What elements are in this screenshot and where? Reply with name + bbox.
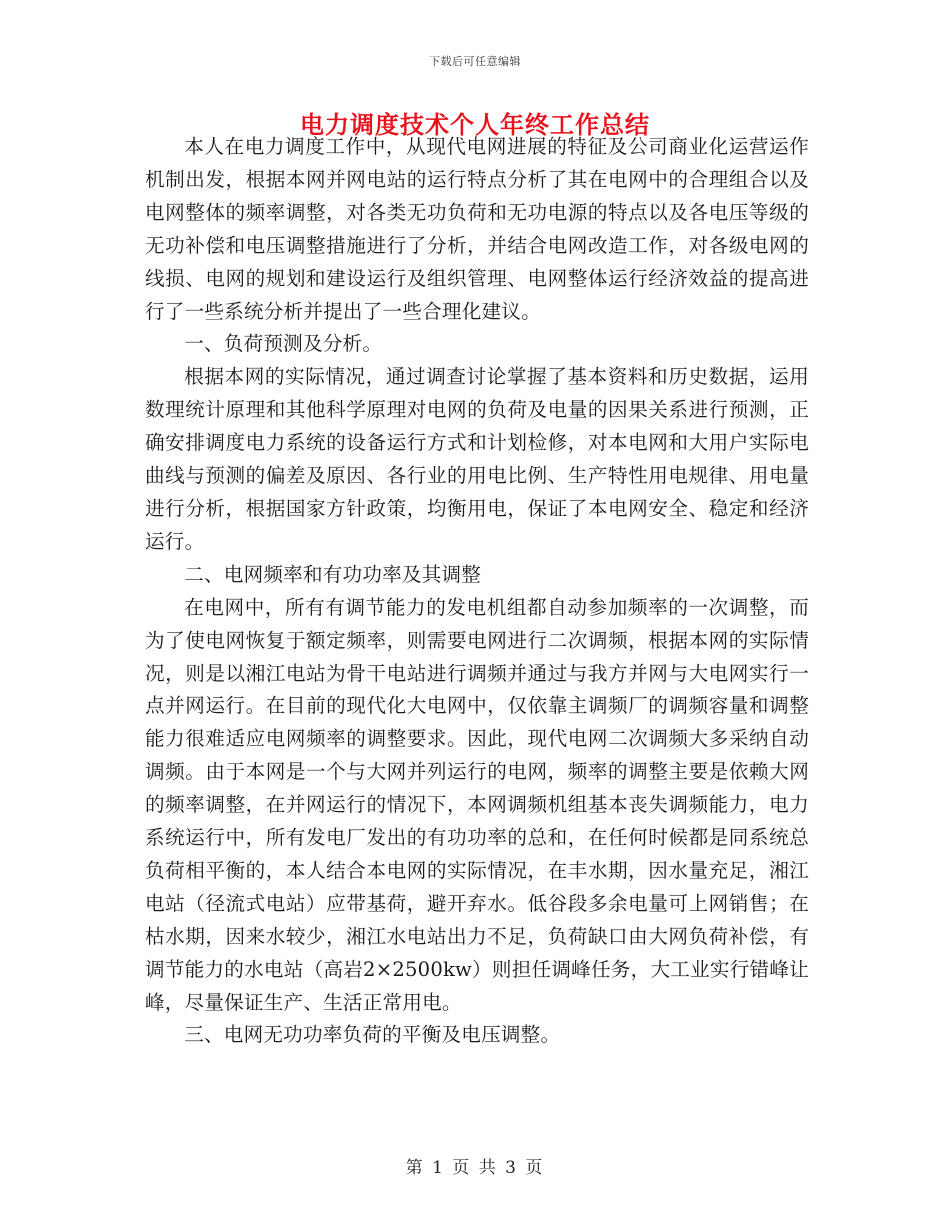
document-title: 电力调度技术个人年终工作总结 (300, 110, 650, 139)
section-heading-1: 一、负荷预测及分析。 (184, 332, 383, 356)
header-note: 下载后可任意编辑 (429, 55, 521, 68)
paragraph-load-forecast: 根据本网的实际情况，通过调查讨论掌握了基本资料和历史数据，运用数理统计原理和其他科学原理对电网的负荷及电量的因果关系进行预测，正确安排调度电力系统的设备运行方式和计划检修，对本电网和大用户实际电曲线与预测的偏差及原因、各行业的用电比例、生产特性用电规律、用电量进行分析，根据国家方针政策，均衡用电，保证了本电网安全、稳定和经济运行。 (145, 365, 809, 553)
section-heading-3: 三、电网无功功率负荷的平衡及电压调整。 (184, 1023, 561, 1047)
section-heading-2: 二、电网频率和有功功率及其调整 (184, 562, 482, 586)
paragraph-frequency: 在电网中，所有有调节能力的发电机组都自动参加频率的一次调整，而为了使电网恢复于额定频率，则需要电网进行二次调频，根据本网的实际情况，则是以湘江电站为骨干电站进行调频并通过与我方并网与大电网实行一点并网运行。在目前的现代化大电网中，仅依靠主调频厂的调频容量和调整能力很难适应电网频率的调整要求。因此，现代电网二次调频大多采纳自动调频。由于本网是一个与大网并列运行的电网，频率的调整主要是依赖大网的频率调整，在并网运行的情况下，本网调频机组基本丧失调频能力，电力系统运行中，所有发电厂发出的有功功率的总和，在任何时候都是同系统总负荷相平衡的，本人结合本电网的实际情况，在丰水期，因水量充足，湘江电站（径流式电站）应带基荷，避开弃水。低谷段多余电量可上网销售；在枯水期，因来水较少，湘江水电站出力不足，负荷缺口由大网负荷补偿，有调节能力的水电站（高岩2×2500kw）则担任调峰任务，大工业实行错峰让峰，尽量保证生产、生活正常用电。 (145, 595, 809, 1014)
paragraph-intro: 本人在电力调度工作中，从现代电网进展的特征及公司商业化运营运作机制出发，根据本网并网电站的运行特点分析了其在电网中的合理组合以及电网整体的频率调整，对各类无功负荷和无功电源的特点以及各电压等级的无功补偿和电压调整措施进行了分析，并结合电网改造工作，对各级电网的线损、电网的规划和建设运行及组织管理、电网整体运行经济效益的提高进行了一些系统分析并提出了一些合理化建议。 (145, 135, 809, 323)
document-body (145, 131, 809, 1052)
page-number: 第 1 页 共 3 页 (405, 1158, 545, 1178)
